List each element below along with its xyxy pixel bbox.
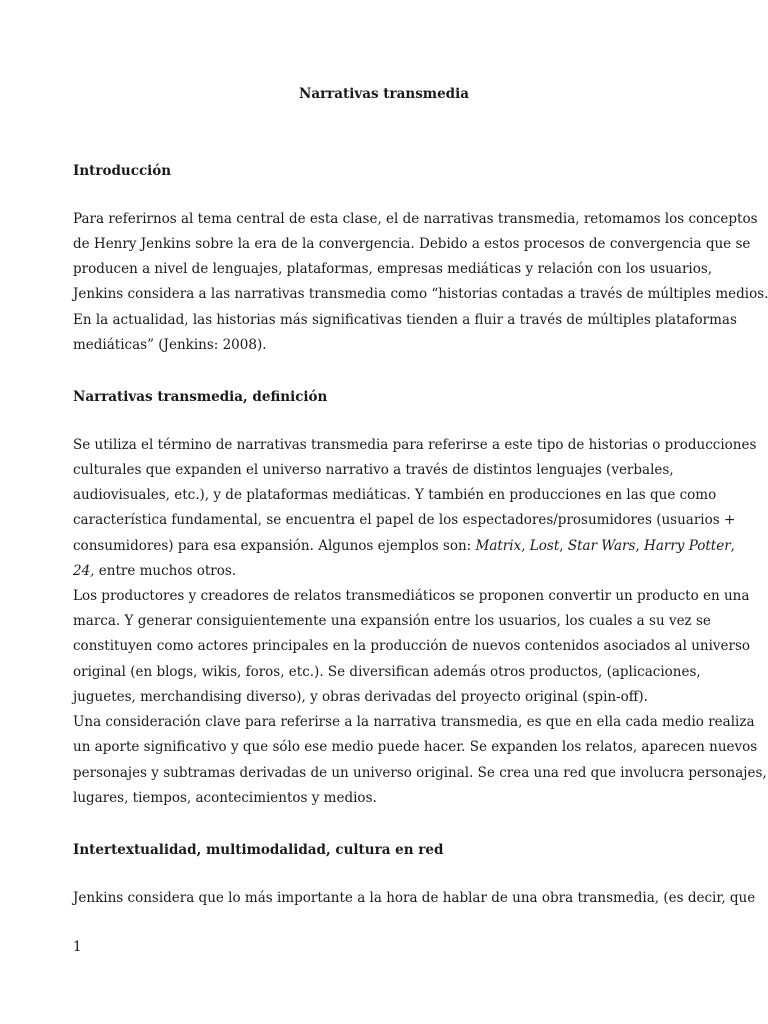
paragraph-line: Una consideración clave para referirse a la narrativa transmedia, es que en ella cada medio realiza [73,714,755,730]
page-number: 1 [73,939,82,955]
separator: , [635,538,645,554]
document-title: Narrativas transmedia [298,86,469,102]
paragraph-line: Jenkins considera que lo más importante a la hora de hablar de una obra transmedia, (es decir, que [73,890,756,906]
paragraph-line: marca. Y generar consiguientemente una expansión entre los usuarios, los cuales a su vez se [73,613,711,629]
paragraph-line: lugares, tiempos, acontecimientos y medios. [73,790,377,806]
paragraph-line: Para referirnos al tema central de esta clase, el de narrativas transmedia, retomamos los conceptos [73,211,758,227]
paragraph-line: característica fundamental, se encuentra el papel de los espectadores/prosumidores (usuarios + [73,512,736,528]
paragraph-line: Los productores y creadores de relatos transmediáticos se proponen convertir un producto en una [73,588,750,604]
separator: , [559,538,568,554]
paragraph-line-examples [73,540,735,554]
paragraph-line: personajes y subtramas derivadas de un universo original. Se crea una red que involucra personajes, [73,765,767,781]
paragraph-line: mediáticas” (Jenkins: 2008). [73,337,267,353]
section-heading-intertextualidad: Intertextualidad, multimodalidad, cultura en red [73,842,444,858]
paragraph-line: de Henry Jenkins sobre la era de la convergencia. Debido a estos procesos de convergencia que se [73,236,751,252]
example-title: Harry Potter [644,538,731,554]
separator: , [730,538,735,554]
paragraph-line: un aporte significativo y que sólo ese medio puede hacer. Se expanden los relatos, aparecen nuevos [73,739,758,755]
example-title: Lost [529,538,560,554]
paragraph-line: constituyen como actores principales en la producción de nuevos contenidos asociados al universo [73,638,751,654]
example-title: 24, [73,563,95,579]
example-title: Star Wars [567,538,636,554]
paragraph-line [73,565,236,579]
separator: , [521,538,530,554]
paragraph-line: original (en blogs, wikis, foros, etc.). Se diversifican además otros productos, (aplicaciones, [73,664,701,680]
paragraph-line: culturales que expanden el universo narrativo a través de distintos lenguajes (verbales, [73,462,674,478]
paragraph-line: Jenkins considera a las narrativas transmedia como “historias contadas a través de múltiples medios. [73,286,768,302]
section-heading-definicion: Narrativas transmedia, definición [73,389,328,405]
paragraph-line: Se utiliza el término de narrativas transmedia para referirse a este tipo de historias o producciones [73,437,757,453]
paragraph-line: producen a nivel de lenguajes, plataformas, empresas mediáticas y relación con los usuarios, [73,261,713,277]
paragraph-text: entre muchos otros. [94,563,237,579]
paragraph-line: En la actualidad, las historias más significativas tienden a fluir a través de múltiples plataformas [73,312,737,328]
paragraph-line: audiovisuales, etc.), y de plataformas mediáticas. Y también en producciones en las que como [73,487,717,503]
section-heading-introduccion: Introducción [73,163,172,179]
paragraph-line: juguetes, merchandising diverso), y obras derivadas del proyecto original (spin-off). [73,689,648,705]
paragraph-text: consumidores) para esa expansión. Algunos ejemplos son: [73,538,476,554]
example-title: Matrix [475,538,522,554]
